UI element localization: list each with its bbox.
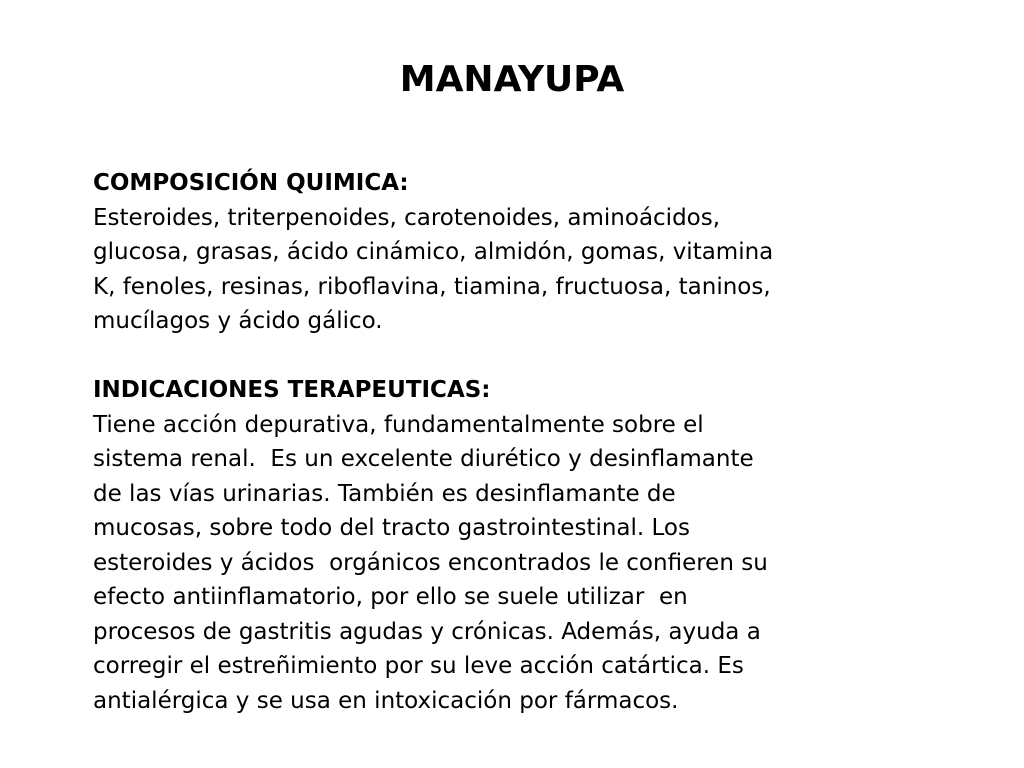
indications-line: corregir el estreñimiento por su leve acción catártica. Es xyxy=(93,653,744,679)
indications-line: Tiene acción depurativa, fundamentalmente sobre el xyxy=(93,411,704,438)
section-spacer xyxy=(93,339,973,374)
indications-line: esteroides y ácidos orgánicos encontrados le confieren su xyxy=(93,549,768,576)
indications-line: de las vías urinarias. También es desinflamante de xyxy=(93,480,676,507)
indications-line: antialérgica y se usa en intoxicación por fármacos. xyxy=(93,687,679,714)
composition-heading: COMPOSICIÓN QUIMICA: xyxy=(93,170,409,196)
indications-line: sistema renal. Es un excelente diurético y desinflamante xyxy=(93,446,754,472)
indications-line: mucosas, sobre todo del tracto gastrointestinal. Los xyxy=(93,515,690,541)
composition-line: K, fenoles, resinas, riboflavina, tiamina, fructuosa, taninos, xyxy=(93,273,771,300)
indications-heading: INDICACIONES TERAPEUTICAS: xyxy=(93,377,491,403)
composition-line: glucosa, grasas, ácido cinámico, almidón, gomas, vitamina xyxy=(93,239,774,265)
indications-line: procesos de gastritis agudas y crónicas. Además, ayuda a xyxy=(93,618,761,645)
indications-line: efecto antiinflamatorio, por ello se suele utilizar en xyxy=(93,584,688,610)
composition-line: Esteroides, triterpenoides, carotenoides, aminoácidos, xyxy=(93,204,721,231)
composition-line: mucílagos y ácido gálico. xyxy=(93,308,383,334)
slide-title: MANAYUPA xyxy=(399,59,625,100)
slide-body xyxy=(93,166,973,718)
